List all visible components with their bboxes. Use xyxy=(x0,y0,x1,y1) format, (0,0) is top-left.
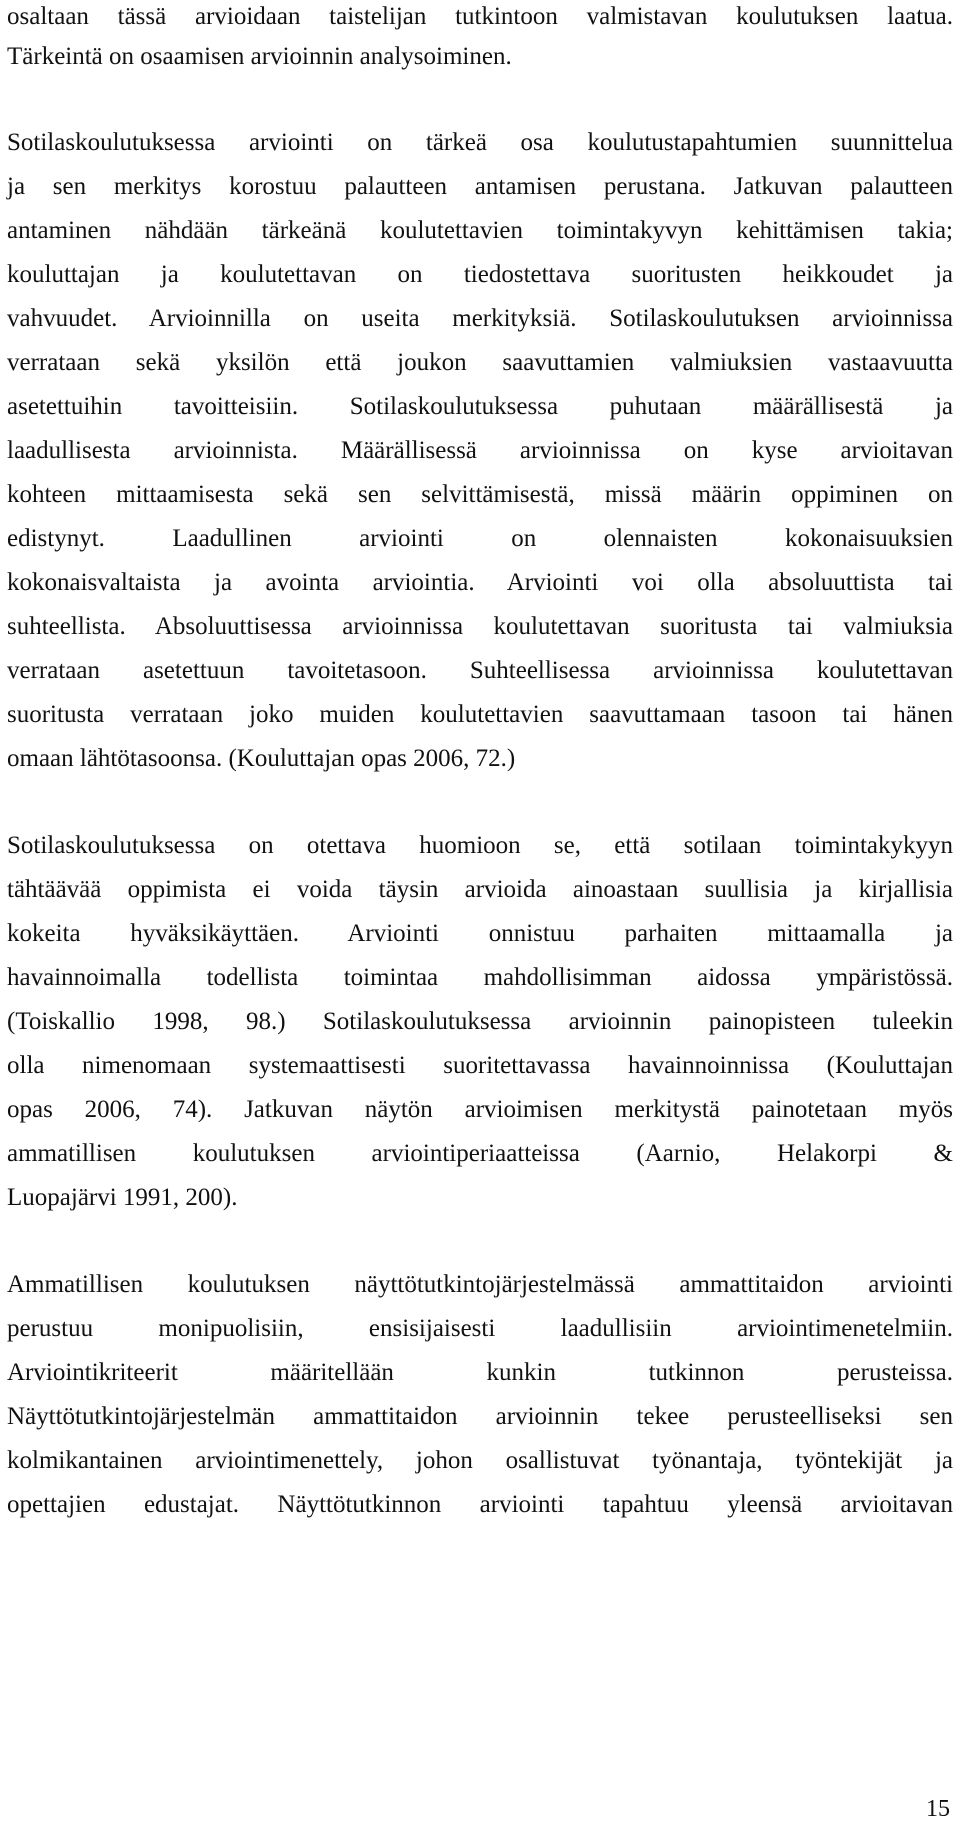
text-line: edistynyt. Laadullinen arviointi on olennaisten kokonaisuuksien xyxy=(7,525,953,552)
text-line: kouluttajan ja koulutettavan on tiedostettava suoritusten heikkoudet ja xyxy=(7,261,953,288)
text-line: Arviointikriteerit määritellään kunkin tutkinnon perusteissa. xyxy=(7,1359,953,1386)
text-line: ja sen merkitys korostuu palautteen antamisen perustana. Jatkuvan palautteen xyxy=(7,173,953,200)
text-line: verrataan asetettuun tavoitetasoon. Suhteellisessa arvioinnissa koulutettavan xyxy=(7,657,953,684)
text-line: kokonaisvaltaista ja avointa arviointia. Arviointi voi olla absoluuttista tai xyxy=(7,569,953,596)
text-line: Tärkeintä on osaamisen arvioinnin analysoiminen. xyxy=(7,43,512,70)
text-line: verrataan sekä yksilön että joukon saavuttamien valmiuksien vastaavuutta xyxy=(7,349,953,376)
text-line: Sotilaskoulutuksessa on otettava huomioon se, että sotilaan toimintakykyyn xyxy=(7,832,953,859)
text-line: opettajien edustajat. Näyttötutkinnon arviointi tapahtuu yleensä arvioitavan xyxy=(7,1491,953,1518)
text-line: suhteellista. Absoluuttisessa arvioinnissa koulutettavan suoritusta tai valmiuksia xyxy=(7,613,953,640)
page-number: 15 xyxy=(926,1796,950,1822)
text-line: olla nimenomaan systemaattisesti suoritettavassa havainnoinnissa (Kouluttajan xyxy=(7,1052,953,1079)
text-line: laadullisesta arvioinnista. Määrällisessä arvioinnissa on kyse arvioitavan xyxy=(7,437,953,464)
text-line: vahvuudet. Arvioinnilla on useita merkityksiä. Sotilaskoulutuksen arvioinnissa xyxy=(7,305,953,332)
text-line: opas 2006, 74). Jatkuvan näytön arvioimisen merkitystä painotetaan myös xyxy=(7,1096,953,1123)
text-line: perustuu monipuolisiin, ensisijaisesti laadullisiin arviointimenetelmiin. xyxy=(7,1315,953,1342)
text-line: Sotilaskoulutuksessa arviointi on tärkeä osa koulutustapahtumien suunnittelua xyxy=(7,129,953,156)
text-line: havainnoimalla todellista toimintaa mahdollisimman aidossa ympäristössä. xyxy=(7,964,953,991)
text-line: antaminen nähdään tärkeänä koulutettavien toimintakyvyn kehittämisen takia; xyxy=(7,217,953,244)
text-line: osaltaan tässä arvioidaan taistelijan tutkintoon valmistavan koulutuksen laatua. xyxy=(7,3,953,30)
text-line: kohteen mittaamisesta sekä sen selvittämisestä, missä määrin oppiminen on xyxy=(7,481,953,508)
text-line: (Toiskallio 1998, 98.) Sotilaskoulutuksessa arvioinnin painopisteen tuleekin xyxy=(7,1008,953,1035)
text-line: kolmikantainen arviointimenettely, johon osallistuvat työnantaja, työntekijät ja xyxy=(7,1447,953,1474)
text-line: Ammatillisen koulutuksen näyttötutkintojärjestelmässä ammattitaidon arviointi xyxy=(7,1271,953,1298)
text-line: omaan lähtötasoonsa. (Kouluttajan opas 2006, 72.) xyxy=(7,745,516,772)
text-line: Näyttötutkintojärjestelmän ammattitaidon arvioinnin tekee perusteelliseksi sen xyxy=(7,1403,953,1430)
text-line: suoritusta verrataan joko muiden koulutettavien saavuttamaan tasoon tai hänen xyxy=(7,701,953,728)
text-line: ammatillisen koulutuksen arviointiperiaatteissa (Aarnio, Helakorpi & xyxy=(7,1140,953,1167)
text-line: Luopajärvi 1991, 200). xyxy=(7,1184,238,1211)
document-page xyxy=(7,0,953,1830)
text-line: tähtäävää oppimista ei voida täysin arvioida ainoastaan suullisia ja kirjallisia xyxy=(7,876,953,903)
text-line: asetettuihin tavoitteisiin. Sotilaskoulutuksessa puhutaan määrällisestä ja xyxy=(7,393,953,420)
text-line: kokeita hyväksikäyttäen. Arviointi onnistuu parhaiten mittaamalla ja xyxy=(7,920,953,947)
